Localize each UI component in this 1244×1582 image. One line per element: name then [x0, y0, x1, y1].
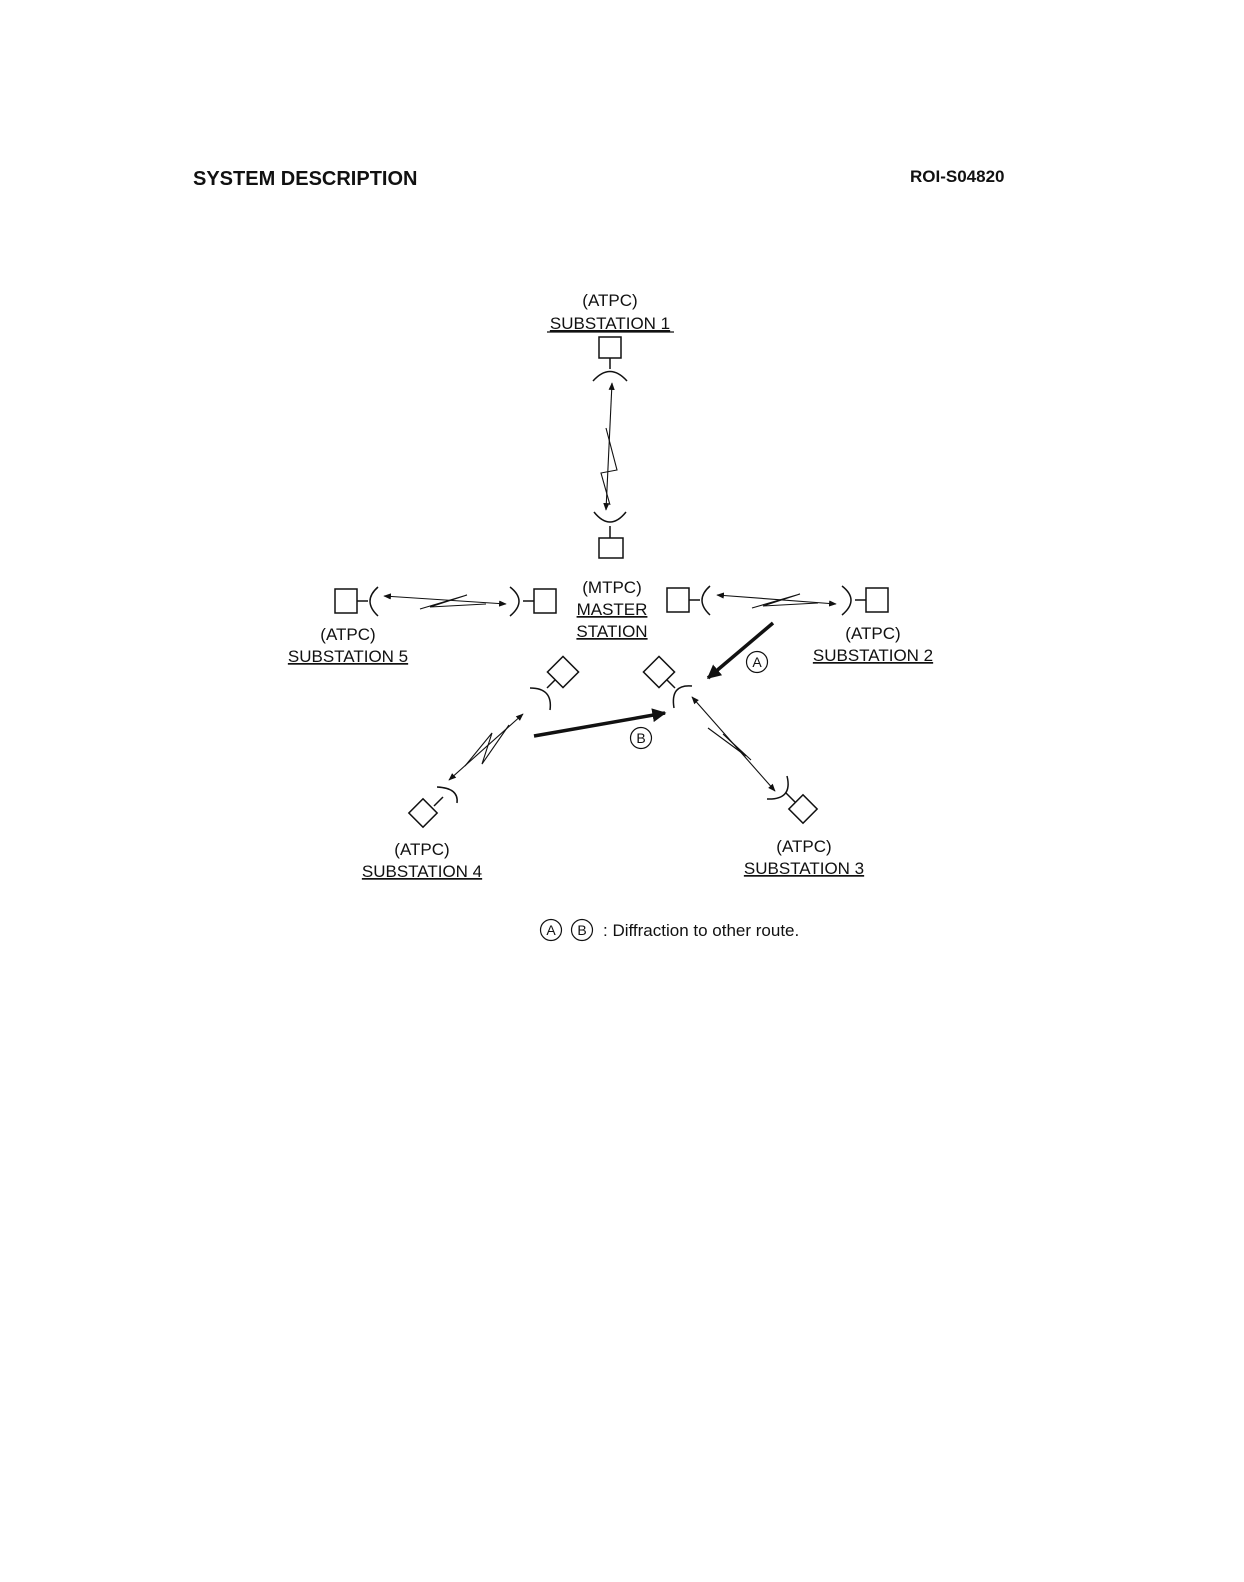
page-title: SYSTEM DESCRIPTION: [193, 168, 418, 190]
radio-unit-icon: [335, 589, 357, 613]
radio-link-zigzag: [601, 428, 617, 505]
radio-unit-icon: [409, 799, 437, 827]
substation-2: [813, 586, 933, 665]
radio-unit-icon: [667, 588, 689, 612]
document-code: ROI-S04820: [910, 167, 1005, 186]
legend: [541, 920, 800, 941]
substation-2-mode: (ATPC): [845, 624, 901, 643]
substation-4-name: SUBSTATION 4: [361, 862, 483, 881]
link-master-sub2: [717, 594, 836, 608]
radio-unit-icon: [534, 589, 556, 613]
master-antenna-southwest: [530, 656, 579, 710]
master-antenna-west: [510, 587, 556, 616]
master-station: [576, 578, 647, 641]
antenna-dish-icon: [767, 776, 788, 799]
radio-unit-icon: [866, 588, 888, 612]
link-master-sub4: [449, 714, 523, 780]
substation-5-mode: (ATPC): [320, 625, 376, 644]
substation-5-name: SUBSTATION 5: [287, 647, 409, 666]
substation-2-name: SUBSTATION 2: [812, 646, 934, 665]
substation-3-mode: (ATPC): [776, 837, 832, 856]
antenna-dish-icon: [530, 688, 550, 710]
substation-4-mode: (ATPC): [394, 840, 450, 859]
antenna-dish-icon: [593, 372, 627, 382]
marker-a-label: A: [752, 654, 762, 670]
substation-1: [547, 291, 674, 381]
link-master-sub1: [601, 383, 617, 510]
antenna-dish-icon: [370, 587, 378, 616]
antenna-dish-icon: [673, 686, 692, 708]
legend-text: : Diffraction to other route.: [603, 921, 800, 940]
antenna-dish-icon: [594, 512, 626, 522]
master-antenna-southeast: [643, 656, 692, 708]
radio-link-zigzag: [752, 594, 818, 608]
diffraction-arrow-b: [534, 713, 665, 749]
master-station-mode: (MTPC): [582, 578, 642, 597]
radio-unit-icon: [599, 337, 621, 358]
link-master-sub3: [692, 697, 775, 791]
radio-unit-icon: [599, 538, 623, 558]
substation-5: [288, 587, 408, 666]
master-station-line2: STATION: [576, 622, 648, 641]
antenna-dish-icon: [510, 587, 519, 616]
substation-1-name: SUBSTATION 1: [549, 314, 671, 333]
legend-marker-a: A: [546, 922, 556, 938]
diffraction-arrow-a: [708, 623, 773, 678]
legend-marker-b: B: [577, 922, 587, 938]
substation-4: [362, 787, 482, 881]
master-antenna-east: [667, 586, 710, 615]
substation-1-mode: (ATPC): [582, 291, 638, 310]
link-master-sub5: [384, 595, 506, 609]
substation-3: [744, 776, 864, 878]
radio-link-zigzag: [708, 728, 751, 760]
master-station-line1: MASTER: [576, 600, 648, 619]
marker-b-label: B: [636, 730, 646, 746]
substation-3-name: SUBSTATION 3: [743, 859, 865, 878]
antenna-dish-icon: [842, 586, 851, 615]
antenna-dish-icon: [702, 586, 710, 615]
master-antenna-north: [594, 512, 626, 558]
